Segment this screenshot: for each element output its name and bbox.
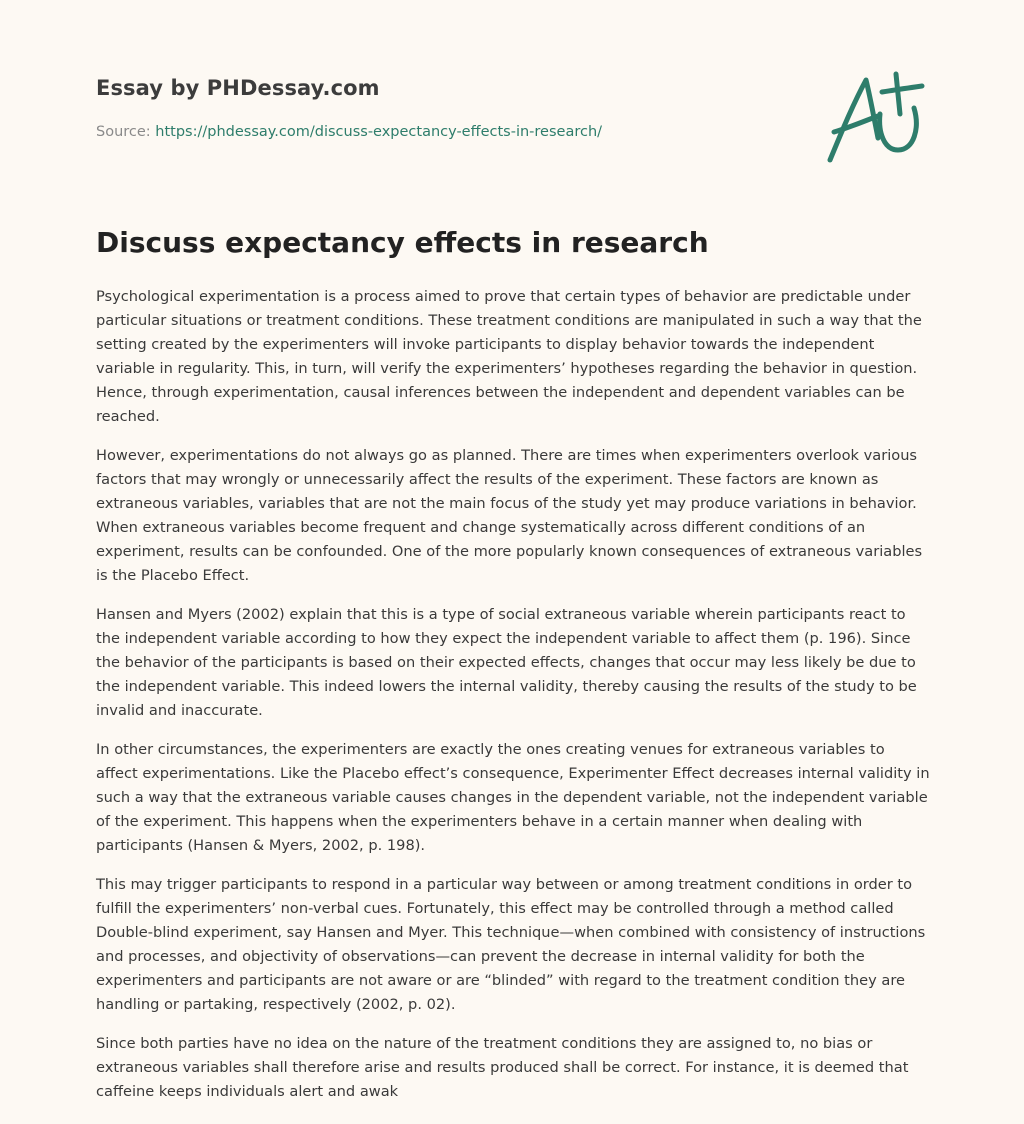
essay-paragraph: However, experimentations do not always go as planned. There are times when experimenters overlook various factors that may wrongly or unnecessarily affect the results of the experiment. These factors are known as extraneous variables, variables that are not the main focus of the study yet may produce variations in behavior. When extraneous variables become frequent and change systematically across different conditions of an experiment, results can be confounded. One of the more popularly known consequences of extraneous variables is the Placebo Effect.	[96, 447, 923, 584]
essay-paragraph: Hansen and Myers (2002) explain that this is a type of social extraneous variable wherein participants react to the independent variable according to how they expect the independent variable to affect them (p. 196). Since the behavior of the participants is based on their expected effects, changes that occur may less likely be due to the independent variable. This indeed lowers the internal validity, thereby causing the results of the study to be invalid and inaccurate.	[96, 606, 917, 719]
essay-paragraph: Since both parties have no idea on the nature of the treatment conditions they are assigned to, no bias or extraneous variables shall therefore arise and results produced shall be correct. For instance, it is deemed that caffeine keeps individuals alert and awak	[96, 1035, 909, 1100]
essay-body	[96, 285, 930, 1119]
source-line	[96, 124, 602, 140]
essay-paragraph: Psychological experimentation is a process aimed to prove that certain types of behavior are predictable under particular situations or treatment conditions. These treatment conditions are manipulated in such a way that the setting created by the experimenters will invoke participants to display behavior towards the independent variable in regularity. This, in turn, will verify the experimenters’ hypotheses regarding the behavior in question. Hence, through experimentation, causal inferences between the independent and dependent variables can be reached.	[96, 288, 922, 425]
source-label: Source:	[96, 124, 156, 140]
site-brand-title: Essay by PHDessay.com	[96, 76, 380, 100]
source-link[interactable]: https://phdessay.com/discuss-expectancy-effects-in-research/	[155, 124, 603, 140]
a-plus-logo-icon	[822, 66, 930, 166]
essay-paragraph: In other circumstances, the experimenters are exactly the ones creating venues for extraneous variables to affect experimentations. Like the Placebo effect’s consequence, Experimenter Effect decreases internal validity in such a way that the extraneous variable causes changes in the dependent variable, not the independent variable of the experiment. This happens when the experimenters behave in a certain manner when dealing with participants (Hansen & Myers, 2002, p. 198).	[96, 741, 930, 854]
essay-title: Discuss expectancy effects in research	[96, 226, 709, 259]
essay-paragraph: This may trigger participants to respond in a particular way between or among treatment conditions in order to fulfill the experimenters’ non-verbal cues. Fortunately, this effect may be controlled through a method called Double-blind experiment, say Hansen and Myer. This technique—when combined with consistency of instructions and processes, and objectivity of observations—can prevent the decrease in internal validity for both the experimenters and participants are not aware or are “blinded” with regard to the treatment condition they are handling or partaking, respectively (2002, p. 02).	[96, 876, 926, 1013]
